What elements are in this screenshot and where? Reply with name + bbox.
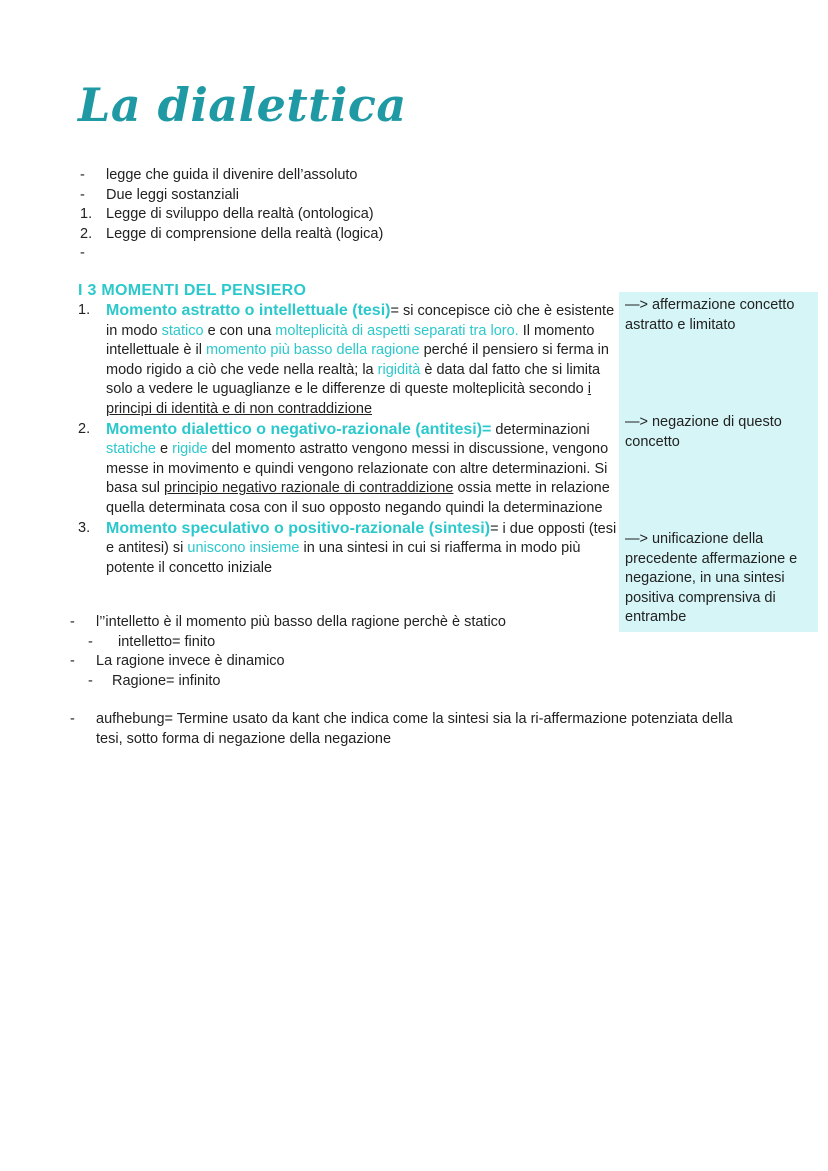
list-item-text: legge che guida il divenire dell’assoluto: [106, 167, 358, 183]
list-marker: 2.: [80, 225, 93, 242]
list-item-text: aufhebung= Termine usato da kant che indica come la sintesi sia la ri-affermazione potenziata della tesi, sotto forma di negazione della negazione: [96, 711, 733, 747]
list-marker: -: [70, 653, 75, 670]
moment-text: Il momento intellettuale è il: [106, 322, 595, 359]
list-marker: -: [70, 614, 75, 630]
moment-title: Momento speculativo o positivo-razionale (sintesi): [106, 519, 491, 537]
moment-text: = si concepisce ciò che è esistente in modo: [106, 303, 615, 339]
highlight-text: statiche: [106, 441, 156, 458]
list-marker: -: [88, 672, 93, 689]
list-item-text: intelletto= finito: [118, 633, 216, 650]
highlight-text: molteplicità di aspetti separati tra loro.: [275, 322, 519, 339]
moment-text: e: [155, 441, 173, 458]
moment-text: ossia mette in relazione quella determinata cosa con il suo opposto negando quindi la determinazione: [106, 480, 610, 516]
moment-item-sintesi: [78, 519, 618, 579]
bottom-list: [70, 613, 736, 691]
side-note-antitesi: —> negazione di questo concetto: [625, 414, 782, 450]
list-item-text: Legge di sviluppo della realtà (ontologica): [106, 206, 374, 223]
list-marker: -: [88, 633, 93, 650]
moment-text: determinazioni: [491, 421, 590, 438]
list-marker: 1.: [80, 206, 93, 223]
list-item: [80, 205, 383, 225]
list-item: [80, 166, 383, 186]
moment-text: perché il pensiero si ferma in modo rigido a ciò che vede nella realtà; la: [106, 342, 609, 378]
underlined-text: principio negativo razionale di contraddizione: [164, 480, 454, 497]
section-heading: I 3 MOMENTI DEL PENSIERO: [78, 282, 307, 299]
moments-list: [78, 301, 618, 578]
moment-item-antitesi: [78, 420, 618, 519]
list-marker: -: [70, 711, 75, 727]
list-item: [80, 186, 383, 206]
moment-text: e con una: [203, 322, 276, 339]
list-item-text: Due leggi sostanziali: [106, 186, 239, 203]
list-item: [70, 613, 736, 633]
moment-text: in una sintesi in cui si riafferma in modo più potente il concetto iniziale: [106, 540, 581, 576]
list-item: [70, 710, 756, 749]
underlined-text: i principi di identità e di non contraddizione: [106, 381, 592, 417]
list-marker: -: [80, 186, 85, 203]
moment-text: è data dal fatto che si limita solo a vedere le uguaglianze e le differenze di queste molteplicità secondo: [106, 361, 601, 398]
list-item-text: l’’intelletto è il momento più basso della ragione perchè è statico: [96, 614, 507, 630]
list-item: [88, 672, 736, 692]
list-item: [70, 652, 736, 672]
list-item: [80, 225, 384, 245]
side-note-tesi: —> affermazione concetto astratto e limitato: [625, 297, 795, 333]
list-marker: 1.: [78, 302, 91, 318]
list-marker: 3.: [78, 519, 91, 536]
intro-list: [80, 166, 384, 264]
list-marker: -: [80, 245, 85, 262]
page-title: La dialettica: [78, 78, 407, 132]
moment-item-tesi: [78, 301, 618, 420]
list-item-text: Ragione= infinito: [112, 672, 221, 689]
list-item-text: Legge di comprensione della realtà (logica): [106, 225, 384, 242]
list-marker: 2.: [78, 420, 91, 437]
moment-text: = i due opposti (tesi e antitesi) si: [106, 520, 617, 557]
highlight-text: statico: [161, 322, 204, 339]
list-marker: -: [80, 167, 85, 183]
moment-title: Momento astratto o intellettuale (tesi): [106, 302, 391, 319]
aufhebung-note: [70, 710, 756, 749]
list-item-text: La ragione invece è dinamico: [96, 653, 285, 670]
moment-title: Momento dialettico o negativo-razionale (antitesi)=: [106, 420, 492, 438]
highlight-text: momento più basso della ragione: [205, 342, 420, 359]
highlight-text: rigidità: [377, 361, 421, 378]
highlight-text: rigide: [172, 441, 208, 458]
side-note-sintesi: —> unificazione della precedente affermazione e negazione, in una sintesi positiva comprensiva di entrambe: [625, 531, 798, 626]
moment-text: del momento astratto vengono messi in discussione, vengono messe in movimento e quindi vengono relazionate con altre determinazioni. Si basa sul: [106, 441, 609, 497]
list-item: [80, 244, 383, 264]
list-item: [88, 633, 736, 653]
highlight-text: uniscono insieme: [187, 540, 300, 557]
